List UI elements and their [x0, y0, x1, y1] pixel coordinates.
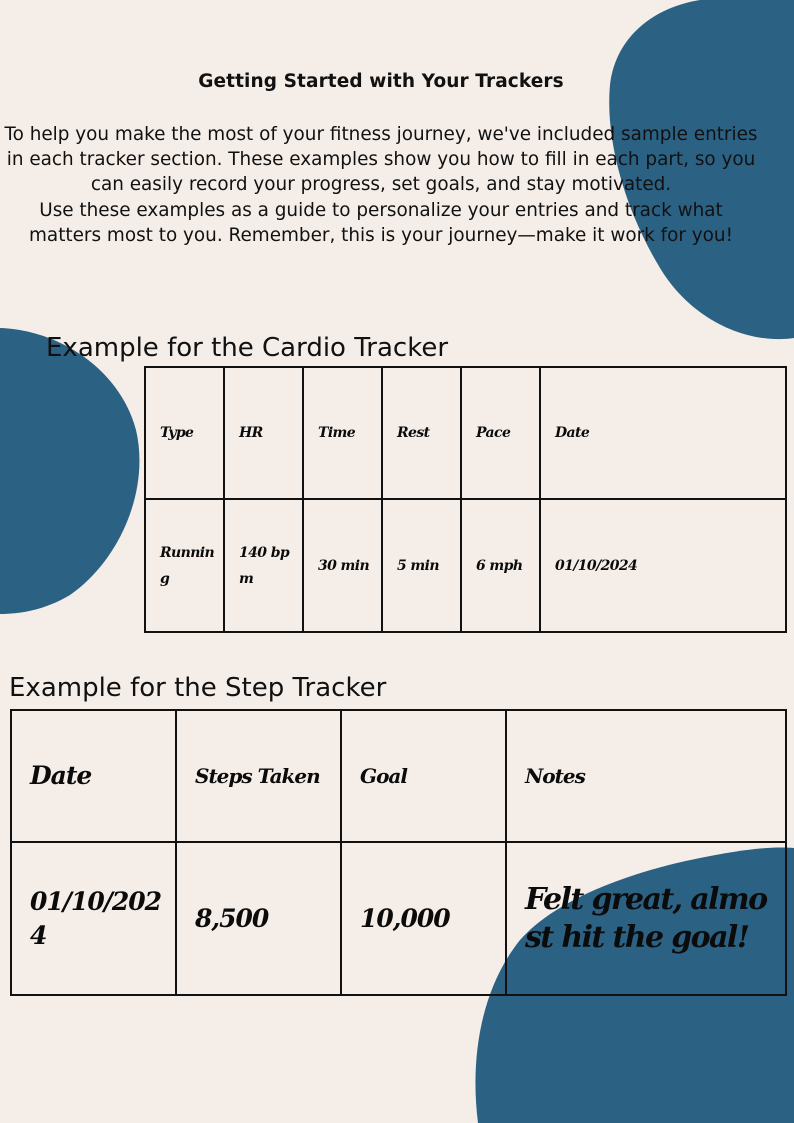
- table-row: [145, 499, 786, 632]
- header-cell: Date: [540, 367, 786, 499]
- header-cell: Steps Taken: [176, 710, 341, 842]
- page-heading: Getting Started with Your Trackers: [198, 71, 564, 92]
- table-cell: 01/10/2024: [540, 499, 786, 632]
- table-cell: 30 min: [303, 499, 382, 632]
- header-cell: Type: [145, 367, 224, 499]
- table-cell: Running: [145, 499, 224, 632]
- table-cell: Felt great, almost hit the goal!: [506, 842, 786, 995]
- header-cell: Time: [303, 367, 382, 499]
- header-cell: Goal: [341, 710, 506, 842]
- header-cell: Date: [11, 710, 176, 842]
- header-cell: Rest: [382, 367, 461, 499]
- table-cell: 140 bpm: [224, 499, 303, 632]
- table-cell: 6 mph: [461, 499, 540, 632]
- step-section-title: Example for the Step Tracker: [9, 673, 387, 703]
- table-header-row: [11, 710, 786, 842]
- cardio-section-title: Example for the Cardio Tracker: [46, 333, 449, 363]
- header-cell: HR: [224, 367, 303, 499]
- intro-paragraph-1: To help you make the most of your fitness journey, we've included sample entries in each tracker section. These examples show you how to fill in each part, so you can easily record your progress, set goals, and stay motivated.: [4, 124, 758, 196]
- header-cell: Pace: [461, 367, 540, 499]
- intro-text: [0, 122, 762, 248]
- table-cell: 5 min: [382, 499, 461, 632]
- table-cell: 8,500: [176, 842, 341, 995]
- cardio-tracker-table: [144, 366, 787, 633]
- intro-paragraph-2: Use these examples as a guide to personalize your entries and track what matters most to you. Remember, this is your journey—make it work for you!: [29, 199, 733, 246]
- table-row: [11, 842, 786, 995]
- table-header-row: [145, 367, 786, 499]
- step-tracker-table: [10, 709, 787, 996]
- table-cell: 01/10/2024: [11, 842, 176, 995]
- table-cell: 10,000: [341, 842, 506, 995]
- header-cell: Notes: [506, 710, 786, 842]
